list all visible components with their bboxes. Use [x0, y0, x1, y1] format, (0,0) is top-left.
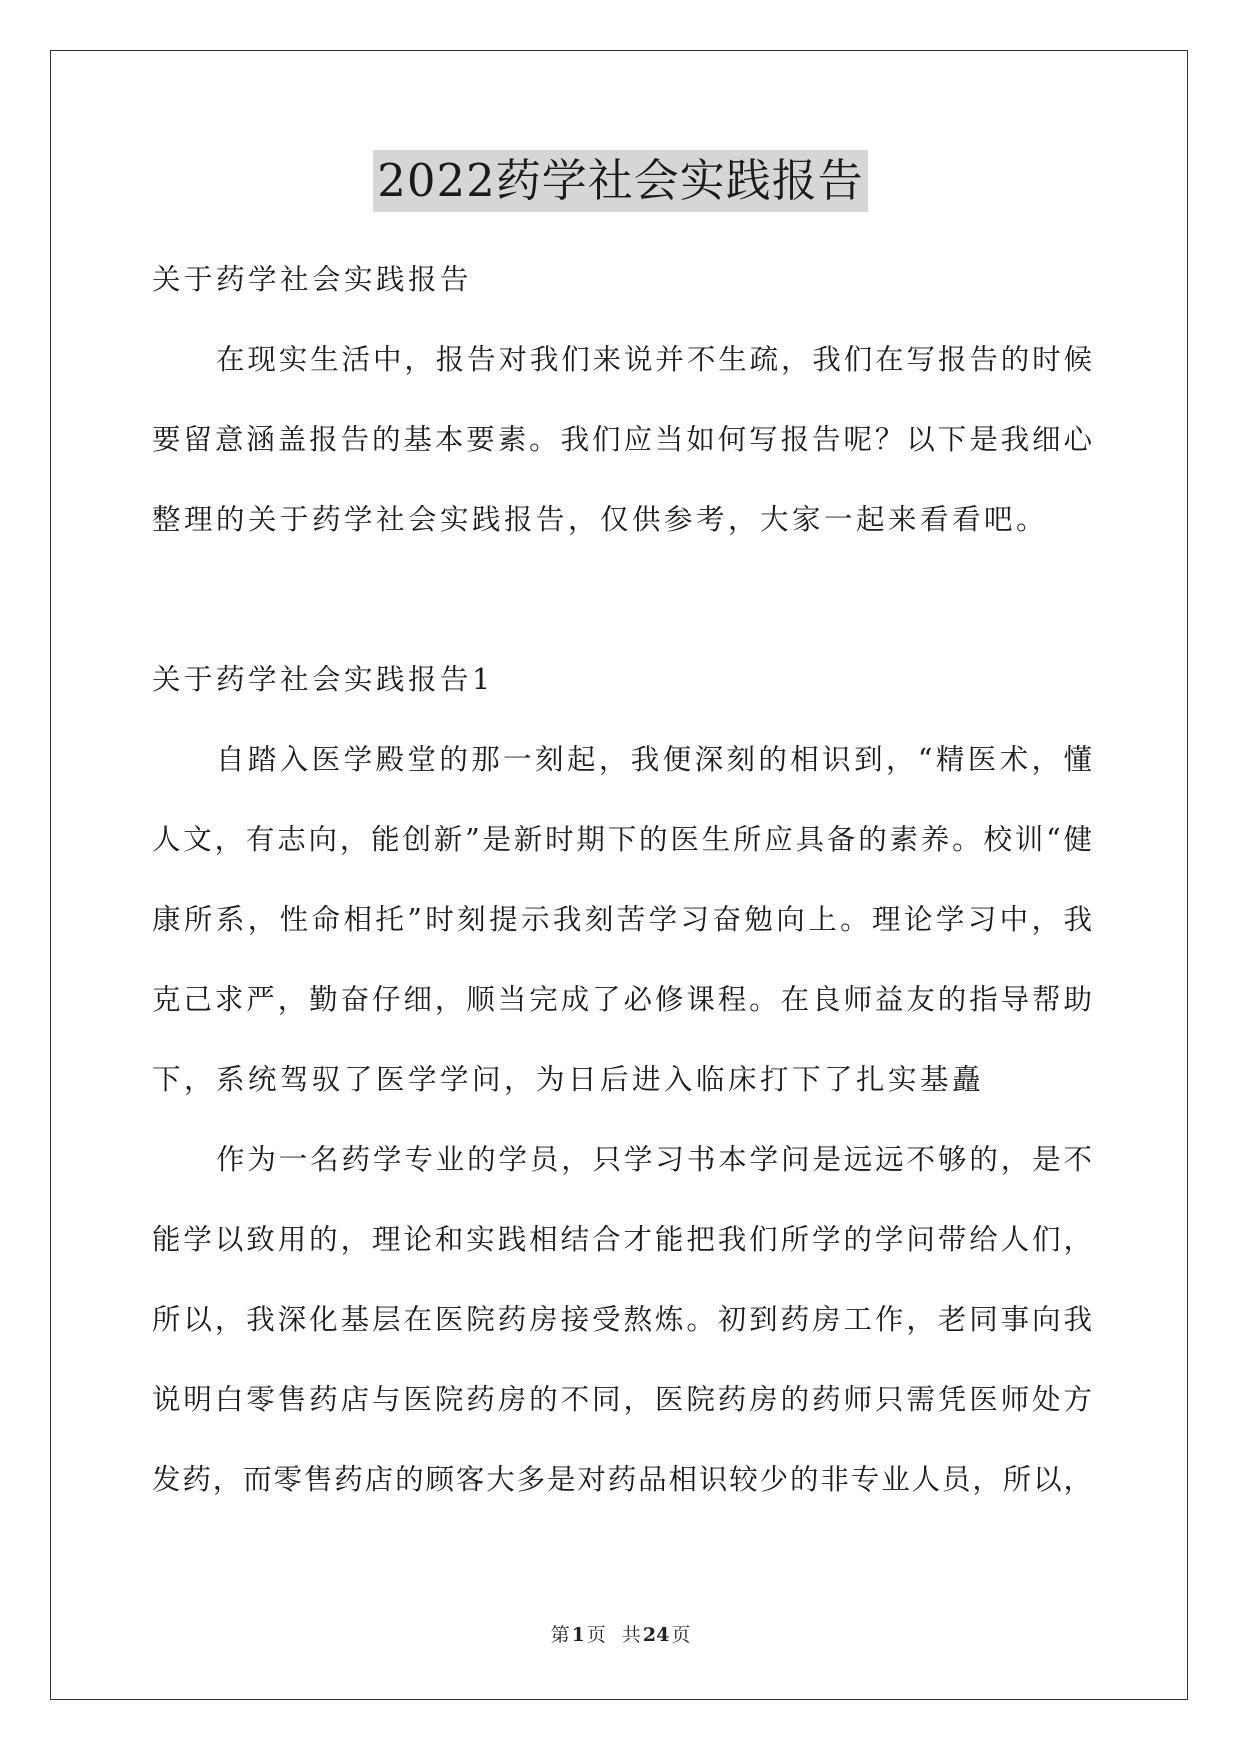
total-prefix: 共 [621, 1624, 641, 1646]
paragraph2-line: 能学以致用的，理论和实践相结合才能把我们所学的学问带给人们， [152, 1223, 1092, 1256]
paragraph2-line: 作为一名药学专业的学员，只学习书本学问是远远不够的，是不 [216, 1143, 1092, 1176]
paragraph1-line: 自踏入医学殿堂的那一刻起，我便深刻的相识到，“精医术，懂 [216, 743, 1092, 776]
paragraph1-line: 康所系，性命相托”时刻提示我刻苦学习奋勉向上。理论学习中，我 [152, 903, 1092, 936]
intro-line: 整理的关于药学社会实践报告，仅供参考，大家一起来看看吧。 [152, 503, 1049, 536]
document-title: 2022药学社会实践报告 [373, 150, 868, 212]
paragraph1-line: 下，系统驾驭了医学学问，为日后进入临床打下了扎实基矗 [152, 1063, 985, 1096]
page-number: 1 [571, 1624, 585, 1646]
page-prefix: 第 [550, 1624, 570, 1646]
blank-line [152, 560, 1092, 640]
document-body [152, 240, 1092, 1520]
intro-line: 在现实生活中，报告对我们来说并不生疏，我们在写报告的时候 [216, 343, 1092, 376]
total-suffix: 页 [671, 1624, 691, 1646]
subtitle: 关于药学社会实践报告 [152, 263, 473, 296]
total-pages: 24 [642, 1624, 670, 1646]
paragraph2-line: 所以，我深化基层在医院药房接受熬炼。初到药房工作，老同事向我 [152, 1303, 1092, 1336]
paragraph2-line: 发药，而零售药店的顾客大多是对药品相识较少的非专业人员，所以， [152, 1463, 1092, 1496]
paragraph1-line: 人文，有志向，能创新”是新时期下的医生所应具备的素养。校训“健 [152, 823, 1092, 856]
paragraph2-line: 说明白零售药店与医院药房的不同，医院药房的药师只需凭医师处方 [152, 1383, 1092, 1416]
page-suffix: 页 [586, 1624, 606, 1646]
page-footer [0, 1622, 1241, 1648]
title-container [0, 150, 1241, 212]
paragraph1-line: 克己求严，勤奋仔细，顺当完成了必修课程。在良师益友的指导帮助 [152, 983, 1092, 1016]
intro-line: 要留意涵盖报告的基本要素。我们应当如何写报告呢？以下是我细心 [152, 423, 1092, 456]
section-heading: 关于药学社会实践报告1 [152, 663, 494, 696]
